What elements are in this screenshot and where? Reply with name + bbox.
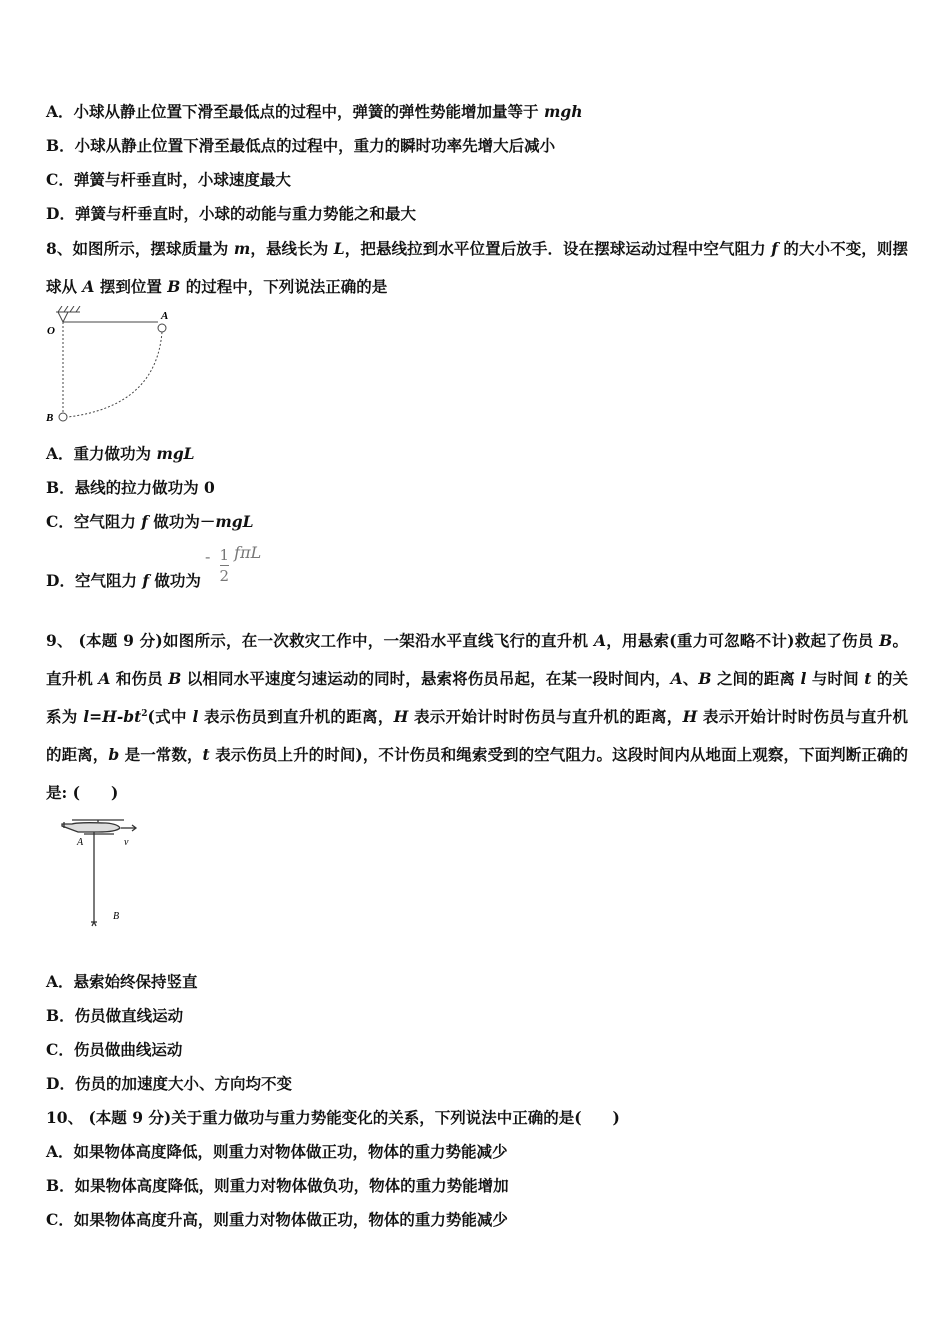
label-b: B (113, 911, 120, 922)
option-var: mgh (543, 102, 583, 121)
option-text: 弹簧与杆垂直时，小球的动能与重力势能之和最大 (74, 204, 416, 223)
q8-option-a: A．重力做功为 mgL (46, 444, 195, 463)
option-text: 小球从静止位置下滑至最低点的过程中，弹簧的弹性势能增加量等于 (73, 102, 539, 121)
q10-option-b: B．如果物体高度降低，则重力对物体做负功，物体的重力势能增加 (46, 1176, 509, 1195)
option-text: 弹簧与杆垂直时，小球速度最大 (73, 170, 291, 189)
pendulum-figure (44, 306, 184, 428)
label-b: B (46, 412, 54, 424)
q9-stem: 9、 (本题 9 分)如图所示，在一次救灾工作中，一架沿水平直线飞行的直升机 A，用悬索(重力可忽略不计)救起了伤员 B。直升机 A 和伤员 B 以相同水平速度匀速运动的同时，悬索将伤员吊起，在某一段时间内，A、B 之间的距离 l 与时间 t 的关系为 $l=H-bt^2$(式中 l 表示伤员到直升机的距离，H 表示开始计时时伤员与直升机的距离，H 表示开始计时时伤员与直升机的距离，b 是一常数，t 表示伤员上升的时间)，不计伤员和绳索受到的空气阻力。这段时间内从地面上观察，下面判断正确的是: ( ) (46, 631, 908, 802)
option-text: 小球从静止位置下滑至最低点的过程中，重力的瞬时功率先增大后减小 (74, 136, 556, 155)
label-a: A (161, 310, 169, 322)
q10-option-a: A．如果物体高度降低，则重力对物体做正功，物体的重力势能减少 (46, 1142, 508, 1161)
option-label: C． (46, 170, 74, 189)
q7-option-d (46, 204, 416, 224)
q10-option-c: C．如果物体高度升高，则重力对物体做正功，物体的重力势能减少 (46, 1210, 508, 1229)
q8-option-d: D．空气阻力 f 做功为 (46, 571, 201, 590)
q10-stem: 10、 (本题 9 分)关于重力做功与重力势能变化的关系，下列说法中正确的是( ) (46, 1108, 620, 1127)
q8-option-c: C．空气阻力 f 做功为－mgL (46, 512, 254, 531)
label-o: O (47, 325, 55, 337)
q9-option-b: B．伤员做直线运动 (46, 1006, 184, 1025)
label-a: A (77, 837, 84, 848)
q9-option-d: D．伤员的加速度大小、方向均不变 (46, 1074, 292, 1093)
q8-option-b: B．悬线的拉力做功为 0 (46, 478, 215, 497)
q7-option-a (46, 102, 582, 122)
q9-option-c: C．伤员做曲线运动 (46, 1040, 183, 1059)
label-v: v (124, 837, 129, 848)
q9-option-a: A．悬索始终保持竖直 (46, 972, 198, 991)
q7-option-c (46, 170, 291, 190)
option-label: D． (46, 204, 75, 223)
helicopter-figure (58, 814, 148, 930)
q7-option-b (46, 136, 555, 156)
option-label: A． (46, 102, 74, 121)
q8-stem: 8、如图所示，摆球质量为 m，悬线长为 L，把悬线拉到水平位置后放手．设在摆球运动过程中空气阻力 f 的大小不变，则摆球从 A 摆到位置 B 的过程中，下列说法正确的是 (46, 239, 908, 296)
option-label: B． (46, 136, 75, 155)
q8-option-d-formula: - $\frac{1}{2}$ fπL (205, 543, 262, 585)
